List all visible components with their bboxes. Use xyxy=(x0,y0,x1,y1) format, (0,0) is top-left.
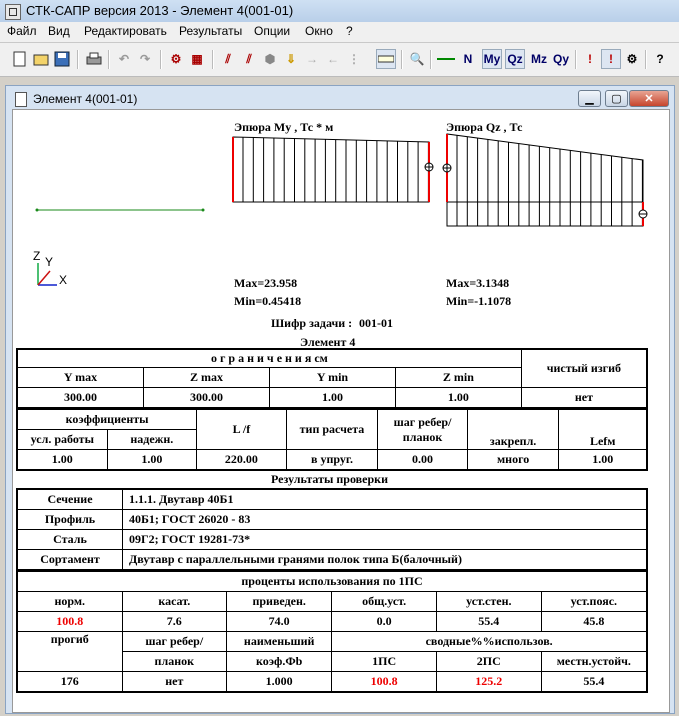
print-icon[interactable] xyxy=(84,49,104,69)
val-work-cond: 1.00 xyxy=(17,450,107,471)
element-window-title: Элемент 4(001-01) xyxy=(33,92,138,106)
menu-results[interactable]: Результаты xyxy=(179,24,243,38)
right-arrow-icon[interactable]: → xyxy=(306,52,318,66)
calc-type-label: тип расчета xyxy=(286,410,378,450)
section2-icon[interactable]: ⫽ xyxy=(246,51,252,66)
val-zmin: 1.00 xyxy=(395,388,521,409)
assortment-value: Двутавр с параллельными гранями полок типа Б(балочный) xyxy=(123,550,648,571)
ruler-icon[interactable] xyxy=(376,49,396,69)
val-clean-bending: нет xyxy=(521,388,647,409)
open-icon[interactable] xyxy=(31,49,51,69)
section-label: Сечение xyxy=(17,489,123,510)
val-gen-stab: 0.0 xyxy=(332,612,437,632)
col-zmax: Z max xyxy=(144,368,270,388)
val-lf: 220.00 xyxy=(197,450,287,471)
col-shear: касат. xyxy=(122,592,227,612)
help-cursor-icon[interactable]: ? xyxy=(656,52,664,66)
n-force-button[interactable]: N xyxy=(463,52,473,66)
menu-help[interactable]: ? xyxy=(346,24,353,38)
val-fix: много xyxy=(467,450,559,471)
axis-y-label: Y xyxy=(45,255,54,269)
beam-line-icon[interactable] xyxy=(436,49,456,69)
my-min: Min=0.45418 xyxy=(234,294,302,308)
val-1ps: 100.8 xyxy=(332,672,437,693)
app-title: СТК-САПР версия 2013 - Элемент 4(001-01) xyxy=(26,3,294,18)
element-label: Элемент 4 xyxy=(300,335,356,349)
steel-icon[interactable]: ⚙ xyxy=(626,52,638,66)
cipher-label: Шифр задачи : xyxy=(271,316,353,330)
lef-label: Lefм xyxy=(559,410,647,450)
qz-diagram xyxy=(438,132,650,232)
my-diagram xyxy=(229,134,441,206)
val-web-stab: 55.4 xyxy=(436,612,541,632)
val-2ps: 125.2 xyxy=(436,672,541,693)
val-zmax: 300.00 xyxy=(144,388,270,409)
val-local-stab: 55.4 xyxy=(541,672,647,693)
profile-value: 40Б1; ГОСТ 26020 - 83 xyxy=(123,510,648,530)
result-canvas xyxy=(12,109,670,713)
app-icon xyxy=(5,4,21,20)
calc-icon[interactable]: ⚙ xyxy=(170,52,182,66)
cipher-value: 001-01 xyxy=(359,316,393,330)
summary-header: сводные%%использов. xyxy=(332,632,647,652)
clean-bending-label: чистый изгиб xyxy=(521,349,647,388)
col-flange-stab: уст.пояс. xyxy=(541,592,647,612)
rib-step-label: шаг ребер/ планок xyxy=(378,410,468,450)
my-diagram-title: Эпюра My , Тс * м xyxy=(234,120,334,134)
lf-label: L /f xyxy=(197,410,287,450)
my-max: Max=23.958 xyxy=(234,276,298,290)
section-value: 1.1.1. Двутавр 40Б1 xyxy=(123,489,648,510)
close-button[interactable]: ✕ xyxy=(629,90,669,107)
qy-shear-button[interactable]: Qy xyxy=(552,52,569,66)
menu-file[interactable]: Файл xyxy=(7,24,37,38)
val-flange-stab: 45.8 xyxy=(541,612,647,632)
val-calc-type: в упруг. xyxy=(286,450,378,471)
col-local-stab: местн.устойч. xyxy=(541,652,647,672)
menu-window[interactable]: Окно xyxy=(305,24,333,38)
steel-label: Сталь xyxy=(17,530,123,550)
col-reduced: приведен. xyxy=(227,592,332,612)
qz-max: Max=3.1348 xyxy=(446,276,510,290)
least-1: наименьший xyxy=(227,632,332,652)
minimize-button[interactable]: ▁ xyxy=(578,90,601,107)
document-icon xyxy=(15,92,27,107)
menu-options[interactable]: Опции xyxy=(254,24,291,38)
axis-z-label: Z xyxy=(33,249,41,263)
maximize-button[interactable]: ▢ xyxy=(605,90,628,107)
beam-line xyxy=(35,207,205,213)
gray-shape-icon[interactable]: ⬢ xyxy=(264,52,276,66)
assortment-label: Сортамент xyxy=(17,550,123,571)
rib-step-2: планок xyxy=(122,652,227,672)
col-ymin: Y min xyxy=(270,368,396,388)
left-arrow-icon[interactable]: ← xyxy=(327,52,339,66)
results-header: Результаты проверки xyxy=(271,472,388,486)
work-cond-label: усл. работы xyxy=(17,430,107,450)
settings-icon[interactable]: ▦ xyxy=(191,52,203,66)
val-reduced: 74.0 xyxy=(227,612,332,632)
val-rib-step: 0.00 xyxy=(378,450,468,471)
deflection-label: прогиб xyxy=(17,632,122,672)
axis-x-label: X xyxy=(59,273,68,287)
qz-diagram-title: Эпюра Qz , Тс xyxy=(446,120,523,134)
check-icon[interactable]: ǃ xyxy=(588,52,592,66)
results-table xyxy=(16,488,648,693)
val-ymax: 300.00 xyxy=(17,388,144,409)
undo-icon[interactable]: ↶ xyxy=(118,52,130,66)
profile-label: Профиль xyxy=(17,510,123,530)
val-least: 1.000 xyxy=(227,672,332,693)
val-norm: 100.8 xyxy=(17,612,122,632)
val-deflection: 176 xyxy=(17,672,122,693)
mz-moment-button[interactable]: Mz xyxy=(531,52,547,66)
least-2: коэф.Фb xyxy=(227,652,332,672)
toolbar xyxy=(0,43,679,77)
coeffs-header: коэффициенты xyxy=(17,410,197,430)
col-gen-stab: общ.уст. xyxy=(332,592,437,612)
app-titlebar xyxy=(0,0,679,23)
qz-min: Min=-1.1078 xyxy=(446,294,512,308)
col-2ps: 2ПС xyxy=(436,652,541,672)
my-moment-button[interactable]: My xyxy=(482,49,502,69)
menu-edit[interactable]: Редактировать xyxy=(84,24,167,38)
zoom-icon[interactable]: 🔍 xyxy=(409,52,425,66)
menu-view[interactable]: Вид xyxy=(48,24,70,38)
col-web-stab: уст.стен. xyxy=(436,592,541,612)
usage-header: проценты использования по 1ПС xyxy=(17,572,647,592)
fix-label: закрепл. xyxy=(467,410,559,450)
val-lef: 1.00 xyxy=(559,450,647,471)
limits-header: о г р а н и ч е н и я см xyxy=(17,349,521,368)
col-ymax: Y max xyxy=(17,368,144,388)
val-shear: 7.6 xyxy=(122,612,227,632)
col-norm: норм. xyxy=(17,592,122,612)
col-1ps: 1ПС xyxy=(332,652,437,672)
new-doc-icon[interactable] xyxy=(10,49,30,69)
qz-shear-button[interactable]: Qz xyxy=(505,49,525,69)
val-ymin: 1.00 xyxy=(270,388,396,409)
rib-step-1: шаг ребер/ xyxy=(122,632,227,652)
limits-table xyxy=(16,348,648,471)
section-icon[interactable]: ⫽ xyxy=(225,51,231,66)
menu-bar xyxy=(0,22,679,43)
val-rib-step-b: нет xyxy=(122,672,227,693)
val-reliab: 1.00 xyxy=(107,450,197,471)
report-icon[interactable]: ǃ xyxy=(601,49,621,69)
grid-icon[interactable]: ⋮ xyxy=(348,52,360,66)
reliab-label: надежн. xyxy=(107,430,197,450)
steel-value: 09Г2; ГОСТ 19281-73* xyxy=(123,530,648,550)
col-zmin: Z min xyxy=(395,368,521,388)
save-icon[interactable] xyxy=(52,49,72,69)
redo-icon[interactable]: ↷ xyxy=(139,52,151,66)
down-arrow-icon[interactable]: ⇓ xyxy=(285,52,297,66)
